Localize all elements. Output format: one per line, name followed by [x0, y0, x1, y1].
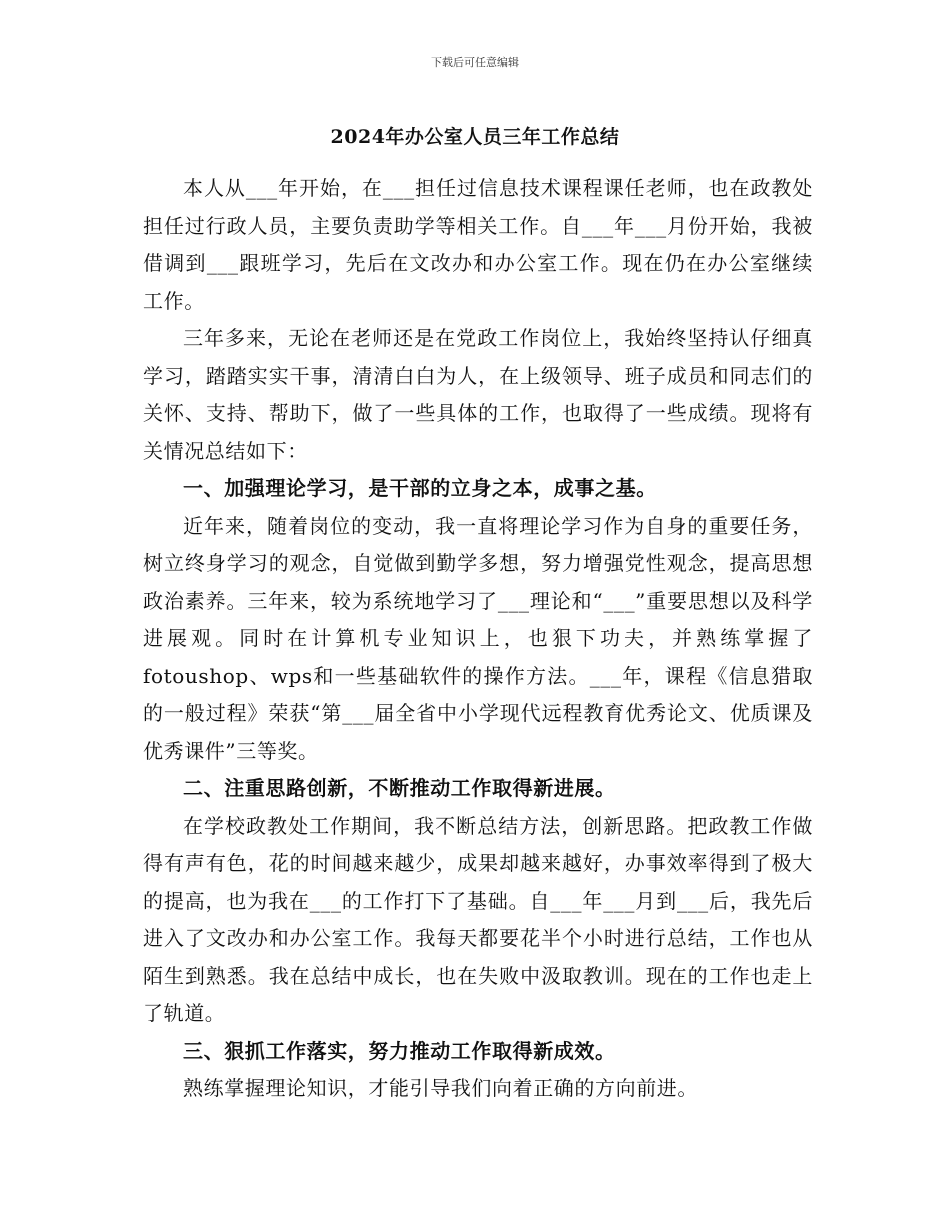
section-heading: 三、狠抓工作落实，努力推动工作取得新成效。: [183, 1038, 616, 1063]
paragraph: 三年多来，无论在老师还是在党政工作岗位上，我始终坚持认仔细真学习，踏踏实实干事，清清白白为人，在上级领导、班子成员和同志们的关怀、支持、帮助下，做了一些具体的工作，也取得了一些成绩。现将有关情况总结如下：: [143, 326, 813, 463]
paragraph: 近年来，随着岗位的变动，我一直将理论学习作为自身的重要任务，树立终身学习的观念，自觉做到勤学多想，努力增强党性观念，提高思想政治素养。三年来，较为系统地学习了___理论和“___”重要思想以及科学进展观。同时在计算机专业知识上，也狠下功夫，并熟练掌握了fotoushop、wps和一些基础软件的操作方法。___年，课程《信息猎取的一般过程》荣获“第___届全省中小学现代远程教育优秀论文、优质课及优秀课件”三等奖。: [143, 513, 813, 763]
header-note: 下载后可任意编辑: [431, 56, 519, 69]
paragraph: 熟练掌握理论知识，才能引导我们向着正确的方向前进。: [183, 1076, 698, 1100]
document-body: [143, 170, 813, 1108]
document-title: 2024年办公室人员三年工作总结: [330, 126, 620, 148]
section-heading: 二、注重思路创新，不断推动工作取得新进展。: [183, 776, 616, 800]
paragraph: 本人从___年开始，在___担任过信息技术课程课任老师，也在政教处担任过行政人员，主要负责助学等相关工作。自___年___月份开始，我被借调到___跟班学习，先后在文改办和办公室工作。现在仍在办公室继续工作。: [143, 176, 813, 313]
paragraph: 在学校政教处工作期间，我不断总结方法，创新思路。把政教工作做得有声有色，花的时间越来越少，成果却越来越好，办事效率得到了极大的提高，也为我在___的工作打下了基础。自___年___月到___后，我先后进入了文改办和办公室工作。我每天都要花半个小时进行总结，工作也从陌生到熟悉。我在总结中成长，也在失败中汲取教训。现在的工作也走上了轨道。: [143, 813, 813, 1025]
section-heading: 一、加强理论学习，是干部的立身之本，成事之基。: [183, 476, 657, 500]
